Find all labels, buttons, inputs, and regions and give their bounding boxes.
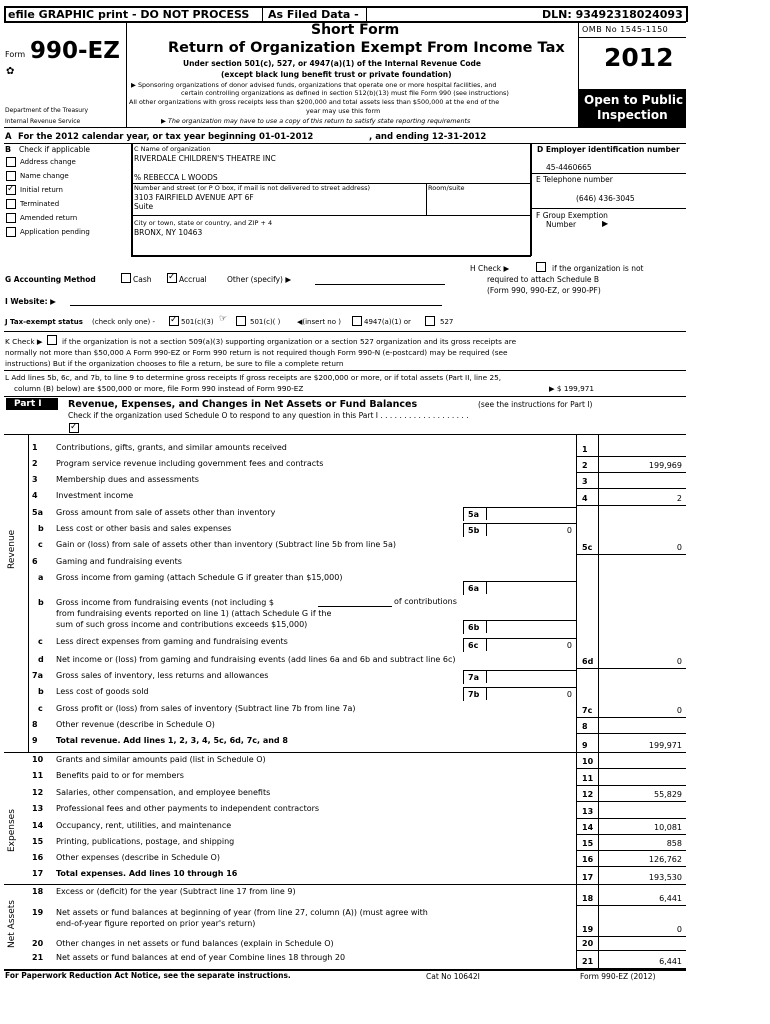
- line-number: 19: [32, 908, 44, 917]
- line-a-text: For the 2012 calendar year, or tax year beginning 01-01-2012: [18, 132, 314, 142]
- line-amount[interactable]: 55,829: [654, 790, 682, 799]
- line-description: Other revenue (describe in Schedule O): [56, 720, 215, 729]
- all-other-line-2: year may use this form: [306, 107, 381, 115]
- line-description-extra: of contributions: [394, 597, 457, 606]
- line-number: 8: [32, 720, 38, 729]
- line-l-text-2: column (B) below) are $500,000 or more, file Form 990 instead of Form 990-EZ: [14, 384, 304, 393]
- line-description: Gross income from gaming (attach Schedule G if greater than $15,000): [56, 573, 343, 582]
- inner-box-number: 7b: [468, 690, 480, 699]
- except-text: (except black lung benefit trust or private foundation): [221, 70, 452, 79]
- dept-treasury: Department of the Treasury: [5, 107, 89, 114]
- section-b-label: B: [5, 145, 12, 154]
- 4947-checkbox[interactable]: [352, 316, 362, 326]
- room-label: Room/suite: [428, 184, 465, 192]
- cash-checkbox[interactable]: [121, 273, 131, 283]
- line-description: Other expenses (describe in Schedule O): [56, 853, 220, 862]
- side-revenue: Revenue: [7, 529, 17, 569]
- line-box-number: 10: [582, 757, 594, 766]
- line-description: Other changes in net assets or fund balances (explain in Schedule O): [56, 939, 334, 948]
- cash-label: Cash: [133, 275, 152, 284]
- phone: (646) 436-3045: [576, 194, 635, 203]
- line-box-number: 14: [582, 823, 594, 832]
- inner-amount-box: [463, 581, 577, 595]
- line-box-number: 16: [582, 855, 594, 864]
- irs-name: Internal Revenue Service: [5, 118, 81, 125]
- 4947-label: 4947(a)(1) or: [364, 318, 411, 326]
- street-label: Number and street (or P O box, if mail is not delivered to street address): [134, 184, 371, 192]
- line-description: Excess or (deficit) for the year (Subtract line 17 from line 9): [56, 887, 296, 896]
- line-amount[interactable]: 0: [676, 925, 682, 934]
- all-other-line-1: All other organizations with gross receipts less than $200,000 and total assets less than $500,000 at the end of the: [129, 98, 500, 106]
- 501c-checkbox[interactable]: [236, 316, 246, 326]
- schedule-o-checkbox[interactable]: [69, 423, 79, 433]
- line-description-continued: from fundraising events reported on line 1) (attach Schedule G if the: [56, 609, 332, 618]
- line-box-number: 20: [582, 939, 594, 948]
- dln: DLN: 93492318024093: [542, 8, 683, 21]
- line-description: Net income or (loss) from gaming and fundraising events (add lines 6a and 6b and subtract line 6c): [56, 655, 456, 664]
- line-description: Gross profit or (loss) from sales of inventory (Subtract line 7b from line 7a): [56, 704, 356, 713]
- care-of: % REBECCA L WOODS: [134, 173, 218, 182]
- line-amount[interactable]: 0: [676, 543, 682, 552]
- line-amount[interactable]: 10,081: [654, 823, 682, 832]
- street-address: 3103 FAIRFIELD AVENUE APT 6F: [134, 193, 254, 202]
- line-box-number: 19: [582, 925, 594, 934]
- sponsor-line-1: ▶ Sponsoring organizations of donor advised funds, organizations that operate one or more hospital facilities, and: [131, 81, 497, 89]
- line-description: Program service revenue including government fees and contracts: [56, 459, 324, 468]
- line-amount[interactable]: 2: [676, 494, 682, 503]
- line-box-number: 6d: [582, 657, 594, 666]
- inner-amount-box: [463, 620, 577, 634]
- inspection-label: Inspection: [597, 108, 668, 122]
- section-b-item-label: Terminated: [20, 200, 60, 208]
- section-b-item-label: Address change: [20, 158, 76, 166]
- line-k-text-2: normally not more than $50,000 A Form 990-EZ or Form 990 return is not required though Form 990-N (e-postcard) may be required (see: [5, 348, 508, 357]
- line-a-prefix: A: [5, 132, 12, 142]
- group-exemption-label: F Group Exemption: [536, 211, 608, 220]
- filed-banner: As Filed Data -: [268, 8, 359, 21]
- section-b-checkbox[interactable]: [6, 185, 16, 195]
- 501c3-label: 501(c)(3): [181, 318, 214, 326]
- sponsor-line-2: certain controlling organizations as defined in section 512(b)(13) must file Form 990 (see instructions): [181, 89, 509, 97]
- line-box-number: 17: [582, 873, 594, 882]
- line-amount[interactable]: 6,441: [659, 957, 682, 966]
- line-description-continued: sum of such gross income and contributions exceeds $15,000): [56, 620, 308, 629]
- accounting-method-label: G Accounting Method: [5, 275, 96, 284]
- other-method-field[interactable]: [315, 284, 445, 285]
- line-number: 6: [32, 557, 38, 566]
- under-section: Under section 501(c), 527, or 4947(a)(1) of the Internal Revenue Code: [183, 59, 481, 68]
- line-box-number: 12: [582, 790, 594, 799]
- line-number: b: [38, 687, 44, 696]
- section-b-item-label: Application pending: [20, 228, 90, 236]
- inner-box-number: 5a: [468, 510, 479, 519]
- section-b-item-label: Initial return: [20, 186, 63, 194]
- section-b-checkbox[interactable]: [6, 213, 16, 223]
- inner-box-number: 5b: [468, 526, 480, 535]
- tax-exempt-label: J Tax-exempt status: [5, 318, 83, 326]
- line-description: Membership dues and assessments: [56, 475, 199, 484]
- ein: 45-4460665: [546, 163, 592, 172]
- side-expenses: Expenses: [7, 809, 17, 852]
- form-footer: Form 990-EZ (2012): [580, 972, 656, 981]
- line-description: Printing, publications, postage, and shipping: [56, 837, 235, 846]
- line-description: Less direct expenses from gaming and fundraising events: [56, 637, 288, 646]
- line-number: 3: [32, 475, 38, 484]
- line-l-text-1: L Add lines 5b, 6c, and 7b, to line 9 to determine gross receipts If gross receipts are $200,000 or more, or if total assets (Part II, line 25,: [5, 373, 502, 382]
- line-number: 17: [32, 869, 44, 878]
- section-b-checkbox[interactable]: [6, 157, 16, 167]
- tax-exempt-hint: (check only one) -: [92, 318, 155, 326]
- line-description: Less cost or other basis and sales expenses: [56, 524, 232, 533]
- gross-receipts: ▶ $ 199,971: [549, 384, 595, 393]
- part-i-title: Revenue, Expenses, and Changes in Net Assets or Fund Balances: [68, 399, 418, 410]
- inner-box-number: 6c: [468, 641, 479, 650]
- line-description: Net assets or fund balances at end of year Combine lines 18 through 20: [56, 953, 346, 962]
- line-number: 2: [32, 459, 38, 468]
- line-description: Gaming and fundraising events: [56, 557, 182, 566]
- accrual-label: Accrual: [179, 275, 207, 284]
- section-b-item-label: Name change: [20, 172, 69, 180]
- 527-checkbox[interactable]: [425, 316, 435, 326]
- inner-box-number: 7a: [468, 673, 479, 682]
- line-box-number: 3: [582, 477, 588, 486]
- group-number-label: Number: [546, 220, 577, 229]
- inner-amount[interactable]: 0: [566, 526, 572, 535]
- line-k-text-3: instructions) But if the organization chooses to file a return, be sure to file a complete return: [5, 359, 344, 368]
- line-number: 16: [32, 853, 44, 862]
- line-box-number: 15: [582, 839, 594, 848]
- line-box-number: 1: [582, 445, 588, 454]
- line-box-number: 9: [582, 741, 588, 750]
- street-suite: Suite: [134, 202, 154, 211]
- inner-amount-box: [463, 670, 577, 684]
- inner-box-number: 6b: [468, 623, 480, 632]
- line-number: 5a: [32, 508, 43, 517]
- line-number: 14: [32, 821, 44, 830]
- irs-eagle-icon: ✿: [6, 66, 15, 77]
- line-amount[interactable]: 193,530: [648, 873, 682, 882]
- line-description: Occupancy, rent, utilities, and maintenance: [56, 821, 232, 830]
- line-description: Gross income from fundraising events (not including $: [56, 598, 274, 607]
- line-box-number: 18: [582, 894, 594, 903]
- line-description: Net assets or fund balances at beginning of year (from line 27, column (A)) (must agree with: [56, 908, 428, 917]
- insert-hand-icon: ☞: [219, 314, 228, 324]
- tax-year: 2012: [604, 43, 674, 72]
- side-net-assets: Net Assets: [7, 900, 17, 948]
- website-label: I Website: ▶: [5, 297, 56, 306]
- line-number: b: [38, 598, 44, 607]
- line-box-number: 13: [582, 807, 594, 816]
- line-description: Grants and similar amounts paid (list in Schedule O): [56, 755, 266, 764]
- part-i-title-note: (see the instructions for Part I): [478, 400, 593, 409]
- section-b-checkbox[interactable]: [6, 199, 16, 209]
- line-description: Contributions, gifts, grants, and similar amounts received: [56, 443, 287, 452]
- line-description: Less cost of goods sold: [56, 687, 149, 696]
- contributions-field[interactable]: [318, 606, 392, 607]
- line-box-number: 7c: [582, 706, 593, 715]
- form-number: 990-EZ: [30, 38, 120, 64]
- line-number: 18: [32, 887, 44, 896]
- line-number: b: [38, 524, 44, 533]
- section-b-item-label: Amended return: [20, 214, 78, 222]
- line-number: d: [38, 655, 44, 664]
- line-number: 20: [32, 939, 44, 948]
- 501c-label: 501(c)( ): [250, 318, 281, 326]
- line-amount[interactable]: 858: [666, 839, 682, 848]
- line-number: 10: [32, 755, 44, 764]
- line-description: Gross amount from sale of assets other than inventory: [56, 508, 276, 517]
- insert-no-label: ◀(insert no ): [297, 318, 341, 326]
- line-description: Benefits paid to or for members: [56, 771, 184, 780]
- line-number: 12: [32, 788, 44, 797]
- cat-number: Cat No 10642I: [426, 972, 480, 981]
- line-description: Total expenses. Add lines 10 through 16: [56, 869, 238, 878]
- open-to-public: Open to Public: [584, 93, 684, 107]
- line-description: Gain or (loss) from sale of assets other than inventory (Subtract line 5b from line 5a): [56, 540, 396, 549]
- line-number: a: [38, 573, 44, 582]
- form-label: Form: [5, 50, 26, 59]
- section-b-checkbox[interactable]: [6, 227, 16, 237]
- line-amount[interactable]: 0: [676, 706, 682, 715]
- line-amount[interactable]: 126,762: [648, 855, 682, 864]
- line-h-text-2: required to attach Schedule B: [487, 275, 600, 284]
- org-name: RIVERDALE CHILDREN'S THEATRE INC: [134, 154, 276, 163]
- line-description: Gross sales of inventory, less returns and allowances: [56, 671, 269, 680]
- inner-box-number: 6a: [468, 584, 479, 593]
- inner-amount[interactable]: 0: [566, 641, 572, 650]
- paperwork-notice: For Paperwork Reduction Act Notice, see the separate instructions.: [5, 971, 291, 980]
- line-k-text-1: if the organization is not a section 509(a)(3) supporting organization or a section 527 organization and its gross receipts are: [62, 337, 517, 346]
- line-number: c: [38, 704, 43, 713]
- line-description-continued: end-of-year figure reported on prior year's return): [56, 919, 256, 928]
- line-k-checkbox[interactable]: [47, 335, 57, 345]
- line-description: Professional fees and other payments to independent contractors: [56, 804, 320, 813]
- city-label: City or town, state or country, and ZIP + 4: [134, 219, 273, 227]
- inner-amount-box: [463, 507, 577, 521]
- schedule-o-check-text: Check if the organization used Schedule O to respond to any question in this Part I . . . . . . . . . . . . . . . . . . .: [68, 411, 469, 420]
- inner-amount[interactable]: 0: [566, 690, 572, 699]
- line-number: 7a: [32, 671, 43, 680]
- line-box-number: 5c: [582, 543, 593, 552]
- line-amount[interactable]: 0: [676, 657, 682, 666]
- schedule-b-checkbox[interactable]: [536, 262, 546, 272]
- line-amount[interactable]: 6,441: [659, 894, 682, 903]
- form-title: Return of Organization Exempt From Income Tax: [168, 40, 565, 56]
- line-a-ending: , and ending 12-31-2012: [369, 132, 487, 142]
- line-box-number: 2: [582, 461, 588, 470]
- line-description: Investment income: [56, 491, 134, 500]
- line-box-number: 11: [582, 774, 594, 783]
- line-number: 21: [32, 953, 44, 962]
- line-h-text: if the organization is not: [552, 264, 644, 273]
- line-number: c: [38, 637, 43, 646]
- section-b-checkbox[interactable]: [6, 171, 16, 181]
- efile-banner: efile GRAPHIC print - DO NOT PROCESS: [8, 8, 250, 21]
- line-h-text-3: (Form 990, 990-EZ, or 990-PF): [487, 286, 601, 295]
- omb-number: OMB No 1545-1150: [582, 25, 669, 34]
- city: BRONX, NY 10463: [134, 228, 203, 237]
- line-description: Salaries, other compensation, and employee benefits: [56, 788, 271, 797]
- line-number: 11: [32, 771, 44, 780]
- line-box-number: 21: [582, 957, 594, 966]
- other-method-label: Other (specify) ▶: [227, 275, 292, 284]
- line-number: 4: [32, 491, 38, 500]
- line-number: c: [38, 540, 43, 549]
- accrual-checkbox[interactable]: [167, 273, 177, 283]
- part-i-tag-label: Part I: [14, 399, 42, 409]
- line-number: 13: [32, 804, 44, 813]
- line-box-number: 4: [582, 494, 588, 503]
- line-k-prefix: K Check ▶: [5, 337, 43, 346]
- line-h-check: H Check ▶: [470, 264, 510, 273]
- may-have-text: ▶ The organization may have to use a copy of this return to satisfy state reporting requirements: [161, 117, 471, 125]
- 501c3-checkbox[interactable]: [169, 316, 179, 326]
- line-number: 9: [32, 736, 38, 745]
- ein-label: D Employer identification number: [537, 145, 680, 154]
- group-arrow-icon: ▶: [602, 219, 609, 228]
- short-form-title: Short Form: [311, 22, 400, 38]
- line-box-number: 8: [582, 722, 588, 731]
- line-description: Total revenue. Add lines 1, 2, 3, 4, 5c, 6d, 7c, and 8: [56, 736, 288, 745]
- line-amount[interactable]: 199,969: [648, 461, 682, 470]
- phone-label: E Telephone number: [536, 175, 613, 184]
- section-b-title: Check if applicable: [19, 145, 91, 154]
- 527-label: 527: [440, 318, 454, 326]
- line-amount[interactable]: 199,971: [648, 741, 682, 750]
- line-number: 1: [32, 443, 38, 452]
- website-field[interactable]: [70, 305, 442, 306]
- line-number: 15: [32, 837, 44, 846]
- org-name-label: C Name of organization: [134, 145, 211, 153]
